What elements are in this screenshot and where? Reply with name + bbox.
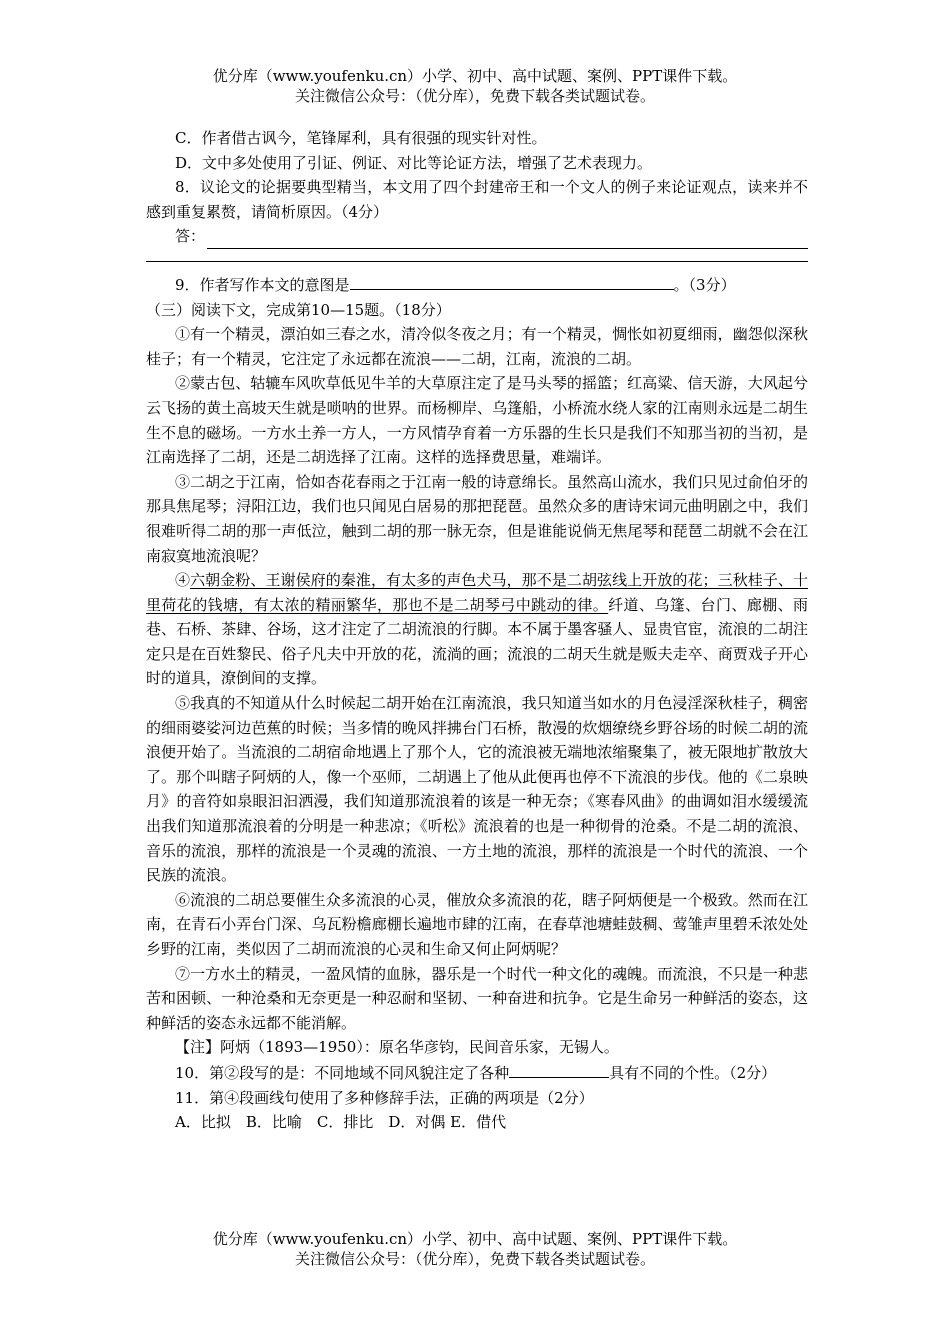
question-10 bbox=[146, 1060, 808, 1086]
option-c: C．作者借古讽今，笔锋犀利，具有很强的现实针对性。 bbox=[175, 129, 547, 147]
footer-line-1: 优分库（www.youfenku.cn）小学、初中、高中试题、案例、PPT课件下载。 bbox=[212, 1230, 738, 1248]
paragraph-1: ①有一个精灵，漂泊如三春之水，清冷似冬夜之月；有一个精灵，惆怅如初夏细雨，幽怨似深秋桂子；有一个精灵，它注定了永远都在流浪——二胡，江南，流浪的二胡。 bbox=[146, 325, 808, 368]
question-11: 11．第④段画线句使用了多种修辞手法，正确的两项是（2分） bbox=[175, 1088, 594, 1107]
annotation-note: 【注】阿炳（1893—1950）：原名华彦钧，民间音乐家，无锡人。 bbox=[175, 1038, 619, 1057]
question-10-suffix: 具有不同的个性。（2分） bbox=[609, 1063, 777, 1082]
header-line-2: 关注微信公众号：（优分库），免费下载各类试题试卷。 bbox=[294, 87, 655, 105]
question-9 bbox=[146, 272, 808, 298]
answer-label: 答： bbox=[175, 227, 206, 246]
answer-line-1 bbox=[146, 224, 808, 249]
paragraph-4-underlined-sentence: 六朝金粉、王谢侯府的秦淮，有太多的声色犬马，那不是二胡弦线上开放的花；三秋桂子、十里荷花的钱塘，有太浓的精丽繁华，那也不是二胡琴弓中跳动的律。 bbox=[146, 571, 808, 614]
question-10-blank bbox=[509, 1060, 609, 1078]
page-content bbox=[146, 126, 808, 1135]
page-footer bbox=[0, 1229, 950, 1269]
paragraph-4-rest: 纤道、乌篷、台门、廊棚、雨巷、石桥、茶肆、谷场，这才注定了二胡流浪的行脚。本不属于墨客骚人、显贵官宦，流浪的二胡注定只是在百姓黎民、俗子凡夫中开放的花，流淌的画；流浪的二胡天生就是贩夫走卒、商贾戏子开心时的道具，潦倒间的支撑。 bbox=[146, 595, 808, 688]
paragraph-5: ⑤我真的不知道从什么时候起二胡开始在江南流浪，我只知道当如水的月色浸淫深秋桂子，稠密的细雨婆娑河边芭蕉的时候；当多情的晚风拌拂台门石桥，散漫的炊烟缭绕乡野谷场的时候二胡的流浪便开始了。当流浪的二胡宿命地遇上了那个人，它的流浪被无端地浓缩聚集了，被无限地扩散放大了。那个叫瞎子阿炳的人，像一个巫师，二胡遇上了他从此便再也停不下流浪的步伐。他的《二泉映月》的音符如泉眼汩汩洒漫，我们知道那流浪着的该是一种无奈；《寒春风曲》的曲调如泪水缓缓流出我们知道那流浪着的分明是一种悲凉；《听松》流浪着的也是一种彻骨的沧桑。不是二胡的流浪、音乐的流浪，那样的流浪是一个灵魂的流浪、一方土地的流浪，那样的流浪是一个时代的流浪、一个民族的流浪。 bbox=[146, 694, 808, 885]
question-11-options: A．比拟 B．比喻 C．排比 D．对偶 E．借代 bbox=[175, 1113, 507, 1132]
header-line-1: 优分库（www.youfenku.cn）小学、初中、高中试题、案例、PPT课件下载。 bbox=[212, 67, 738, 85]
paragraph-4-number: ④ bbox=[175, 571, 191, 590]
answer-line-2 bbox=[146, 249, 808, 262]
paragraph-3: ③二胡之于江南，恰如杏花春雨之于江南一般的诗意绵长。虽然高山流水，我们只见过俞伯牙的那具焦尾琴；浔阳江边，我们也只闻见白居易的那把琵琶。虽然众多的唐诗宋词元曲明剧之中，我们很难听得二胡的那一声低泣，触到二胡的那一脉无奈，但是谁能说倘无焦尾琴和琵琶二胡就不会在江南寂寞地流浪呢？ bbox=[146, 472, 808, 565]
paragraph-7: ⑦一方水土的精灵，一盈风情的血脉，器乐是一个时代一种文化的魂魄。而流浪，不只是一种悲苦和困顿、一种沧桑和无奈更是一种忍耐和坚韧、一种奋进和抗争。它是生命另一种鲜活的姿态，这种鲜活的姿态永远都不能消解。 bbox=[146, 964, 808, 1032]
question-10-text: 10．第②段写的是：不同地域不同风貌注定了各种 bbox=[175, 1063, 510, 1082]
section-3-heading: （三）阅读下文，完成第10—15题。（18分） bbox=[146, 300, 451, 319]
paragraph-2: ②蒙古包、轱辘车风吹草低见牛羊的大草原注定了是马头琴的摇篮；红高粱、信天游，大风起兮云飞扬的黄土高坡天生就是唢呐的世界。而杨柳岸、乌篷船，小桥流水绕人家的江南则永远是二胡生生不息的磁场。一方水土养一方人，一方风情孕育着一方乐器的生长只是我们不知那当初的当初，是江南选择了二胡，还是二胡选择了江南。这样的选择费思量，难端详。 bbox=[146, 374, 808, 467]
paragraph-6: ⑥流浪的二胡总要催生众多流浪的心灵，催放众多流浪的花，瞎子阿炳便是一个极致。然而在江南，在青石小弄台门深、乌瓦粉檐廊棚长遍地市肆的江南，在春草池塘蛙鼓稠、莺雏声里碧禾浓处处乡野的江南，类似因了二胡而流浪的心灵和生命又何止阿炳呢？ bbox=[146, 890, 808, 958]
page-header bbox=[0, 66, 950, 106]
footer-line-2: 关注微信公众号：（优分库），免费下载各类试题试卷。 bbox=[294, 1250, 655, 1268]
question-9-blank bbox=[350, 272, 674, 290]
question-8: 8．议论文的论据要典型精当，本文用了四个封建帝王和一个文人的例子来论证观点，读来并不感到重复累赘，请简析原因。（4分） bbox=[146, 178, 808, 221]
answer-blank bbox=[207, 231, 808, 249]
paragraph-4 bbox=[146, 568, 808, 691]
question-9-text: 9．作者写作本文的意图是 bbox=[175, 275, 350, 294]
question-9-points: 。（3分） bbox=[673, 275, 736, 294]
option-d: D．文中多处使用了引证、例证、对比等论证方法，增强了艺术表现力。 bbox=[175, 153, 653, 172]
